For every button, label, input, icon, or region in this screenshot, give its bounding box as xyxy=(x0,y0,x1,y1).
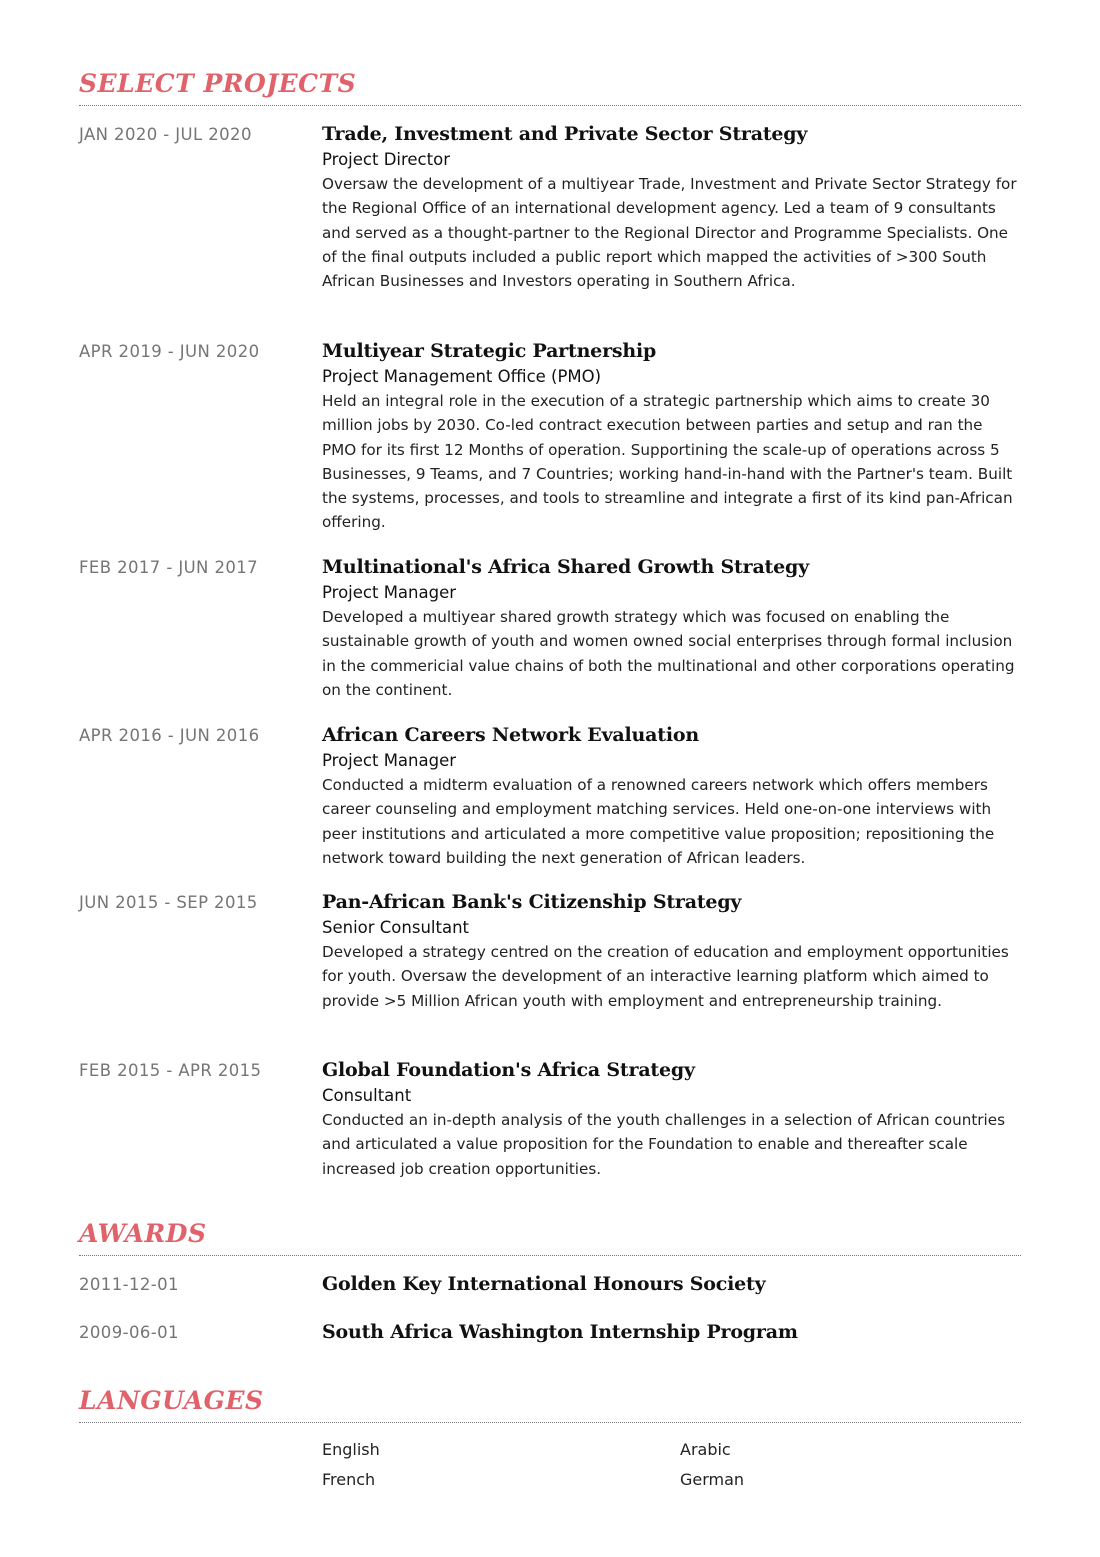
project-title: Global Foundation's Africa Strategy xyxy=(322,1059,695,1081)
projects-section xyxy=(79,68,1021,106)
project-role: Project Director xyxy=(322,150,450,169)
project-role: Project Manager xyxy=(322,751,457,770)
project-description: Oversaw the development of a multiyear Trade, Investment and Private Sector Strategy for the Regional Office of an international development agency. Led a team of 9 consultants and served as a thought-partner to the Regional Director and Programme Specialists. One of the final outputs included a public report which mapped the activities of >300 South African Businesses and Investors operating in Southern Africa. xyxy=(322,175,1017,291)
section-title-projects: SELECT PROJECTS xyxy=(79,69,357,98)
section-title-languages: LANGUAGES xyxy=(79,1386,264,1415)
project-title: Multiyear Strategic Partnership xyxy=(322,340,657,362)
section-divider xyxy=(79,1255,1021,1256)
project-entry xyxy=(79,553,1021,702)
project-entry xyxy=(79,721,1021,870)
language-item: French xyxy=(322,1470,376,1489)
award-date: 2009-06-01 xyxy=(79,1323,179,1342)
project-date: JAN 2020 - JUL 2020 xyxy=(79,125,252,144)
language-item: Arabic xyxy=(680,1440,731,1459)
project-date: APR 2019 - JUN 2020 xyxy=(79,342,260,361)
project-date: FEB 2017 - JUN 2017 xyxy=(79,558,259,577)
project-description: Held an integral role in the execution of a strategic partnership which aims to create 30 million jobs by 2030. Co-led contract execution between parties and setup and ran the PMO for its first 12 Months of operation. Supportining the scale-up of operations across 5 Businesses, 9 Teams, and 7 Countries; working hand-in-hand with the Partner's team. Built the systems, processes, and tools to streamline and integrate a first of its kind pan-African offering. xyxy=(322,392,1013,532)
project-role: Project Manager xyxy=(322,583,457,602)
award-entry xyxy=(79,1270,1021,1298)
language-item: English xyxy=(322,1440,380,1459)
award-date: 2011-12-01 xyxy=(79,1275,179,1294)
project-description: Conducted an in-depth analysis of the youth challenges in a selection of African countries and articulated a value proposition for the Foundation to enable and thereafter scale increased job creation opportunities. xyxy=(322,1111,1005,1178)
project-description: Developed a multiyear shared growth strategy which was focused on enabling the sustainable growth of youth and women owned social enterprises through formal inclusion in the commericial value chains of both the multinational and other corporations operating on the continent. xyxy=(322,608,1015,699)
award-entry xyxy=(79,1318,1021,1346)
project-entry xyxy=(79,337,1021,535)
project-entry xyxy=(79,888,1021,1013)
project-role: Project Management Office (PMO) xyxy=(322,367,602,386)
section-divider xyxy=(79,1422,1021,1423)
section-title-awards: AWARDS xyxy=(79,1219,207,1248)
project-title: Multinational's Africa Shared Growth Strategy xyxy=(322,556,809,578)
project-title: Trade, Investment and Private Sector Strategy xyxy=(322,123,808,145)
project-title: Pan-African Bank's Citizenship Strategy xyxy=(322,891,742,913)
project-role: Consultant xyxy=(322,1086,412,1105)
award-title: South Africa Washington Internship Program xyxy=(322,1321,798,1343)
project-title: African Careers Network Evaluation xyxy=(322,724,699,746)
project-role: Senior Consultant xyxy=(322,918,470,937)
languages-list xyxy=(322,1437,980,1493)
awards-section xyxy=(79,1218,1021,1256)
language-item: German xyxy=(680,1470,745,1489)
project-date: APR 2016 - JUN 2016 xyxy=(79,726,260,745)
project-description: Conducted a midterm evaluation of a renowned careers network which offers members career counseling and employment matching services. Held one-on-one interviews with peer institutions and articulated a more competitive value proposition; repositioning the network toward building the next generation of African leaders. xyxy=(322,776,995,867)
award-title: Golden Key International Honours Society xyxy=(322,1273,766,1295)
project-entry xyxy=(79,1056,1021,1181)
section-divider xyxy=(79,105,1021,106)
project-date: FEB 2015 - APR 2015 xyxy=(79,1061,262,1080)
project-description: Developed a strategy centred on the creation of education and employment opportunities for youth. Oversaw the development of an interactive learning platform which aimed to provide >5 Million African youth with employment and entrepreneurship training. xyxy=(322,943,1009,1010)
project-date: JUN 2015 - SEP 2015 xyxy=(79,893,258,912)
languages-section xyxy=(79,1385,1021,1423)
project-entry xyxy=(79,120,1021,293)
